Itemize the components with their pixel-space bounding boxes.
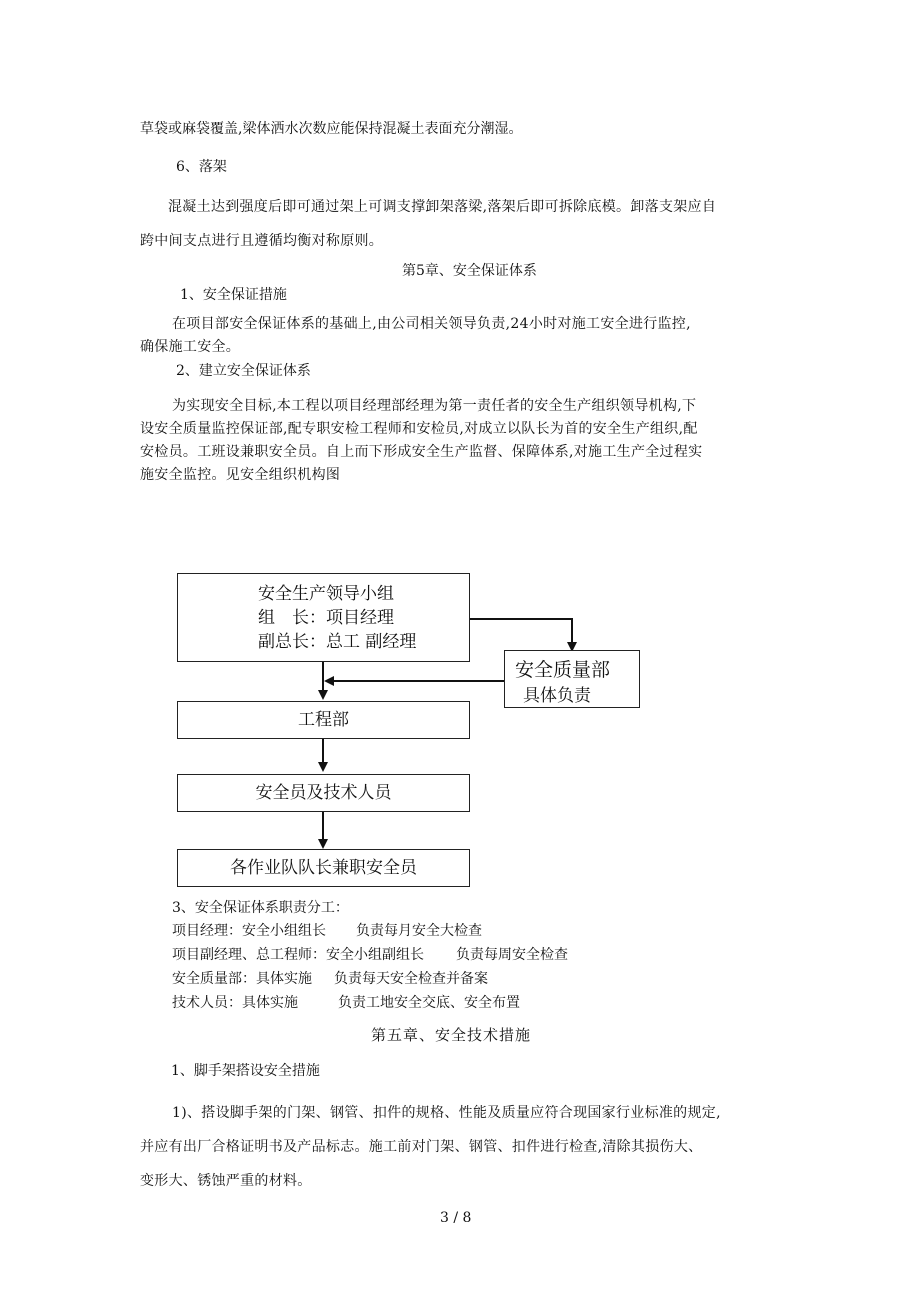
arrowhead-icon: [318, 762, 328, 772]
paragraph-line: 确保施工安全。: [140, 339, 241, 355]
paragraph-line: 并应有出厂合格证明书及产品标志。施工前对门架、钢管、扣件进行检查,清除其损伤大、: [140, 1139, 703, 1155]
duty-role: 安全质量部：具体实施: [172, 971, 312, 987]
paragraph-line: 安检员。工班设兼职安全员。自上而下形成安全生产监督、保障体系,对施工生产全过程实: [140, 444, 703, 460]
org-quality-sub: 具体负责: [523, 686, 591, 706]
org-quality-title: 安全质量部: [515, 659, 611, 681]
duty-task: 负责每天安全检查并备案: [334, 971, 488, 987]
paragraph-line: 为实现安全目标,本工程以项目经理部经理为第一责任者的安全生产组织领导机构,下: [172, 398, 697, 414]
paragraph-line: 施安全监控。见安全组织机构图: [140, 467, 341, 483]
duty-role: 技术人员：具体实施: [172, 995, 298, 1011]
duty-task: 负责每周安全检查: [456, 947, 568, 963]
org-leader-title: 安全生产领导小组: [258, 584, 394, 604]
duty-task: 负责工地安全交底、安全布置: [338, 995, 520, 1011]
paragraph-line: 在项目部安全保证体系的基础上,由公司相关领导负责,24小时对施工安全进行监控,: [172, 316, 691, 332]
duty-row: [172, 968, 488, 991]
org-box-engineering: [177, 701, 470, 739]
duty-row: [172, 920, 482, 943]
chapter-title-five: 第五章、安全技术措施: [371, 1026, 532, 1044]
connector-line: [322, 812, 324, 840]
org-engineering-label: 工程部: [298, 710, 349, 730]
paragraph-line: 变形大、锈蚀严重的材料。: [140, 1173, 312, 1189]
arrowhead-icon: [324, 676, 334, 686]
duty-row: [172, 992, 520, 1015]
paragraph-luojia: [140, 190, 716, 258]
org-box-safety-staff: [177, 774, 470, 812]
org-box-quality-dept: [504, 650, 640, 708]
heading-luojia: 6、落架: [176, 159, 227, 175]
paragraph-scaffold: [140, 1096, 721, 1198]
chapter-title-5: 第5章、安全保证体系: [402, 263, 537, 279]
paragraph-section-1: [140, 313, 691, 359]
duty-row: [172, 944, 568, 967]
paragraph-line: 设安全质量监控保证部,配专职安检工程师和安检员,对成立以队长为首的安全生产组织,配: [140, 421, 698, 437]
org-box-leader-group: [177, 573, 470, 662]
paragraph-line: 跨中间支点进行且遵循均衡对称原则。: [140, 233, 384, 249]
paragraph-line: 混凝土达到强度后即可通过架上可调支撑卸架落梁,落架后即可拆除底模。卸落支架应自: [168, 199, 717, 215]
section-title-3: 3、安全保证体系职责分工：: [172, 900, 349, 916]
scaffold-title: 1、脚手架搭设安全措施: [171, 1063, 320, 1079]
duty-role: 项目副经理、总工程师：安全小组副组长: [172, 947, 424, 963]
connector-line: [322, 739, 324, 763]
duty-task: 负责每月安全大检查: [356, 923, 482, 939]
org-team-leaders-label: 各作业队队长兼职安全员: [230, 858, 417, 878]
page-number: 3 / 8: [440, 1210, 472, 1226]
org-box-team-leaders: [177, 849, 470, 887]
paragraph-curing: 草袋或麻袋覆盖,梁体洒水次数应能保持混凝土表面充分潮湿。: [140, 121, 523, 137]
section-title-1: 1、安全保证措施: [180, 287, 287, 303]
org-leader-line2: 组 长：项目经理: [258, 608, 394, 628]
arrowhead-icon: [318, 690, 328, 700]
org-leader-line3: 副总长：总工 副经理: [258, 632, 417, 652]
section-title-2: 2、建立安全保证体系: [176, 363, 311, 379]
paragraph-section-2: [140, 395, 702, 487]
duty-role: 项目经理：安全小组组长: [172, 923, 326, 939]
connector-line: [571, 618, 573, 645]
paragraph-line: 1)、搭设脚手架的门架、钢管、扣件的规格、性能及质量应符合现国家行业标准的规定,: [172, 1105, 721, 1121]
org-safety-staff-label: 安全员及技术人员: [255, 783, 392, 803]
connector-line: [333, 680, 504, 682]
connector-line: [470, 618, 572, 620]
arrowhead-icon: [318, 839, 328, 849]
